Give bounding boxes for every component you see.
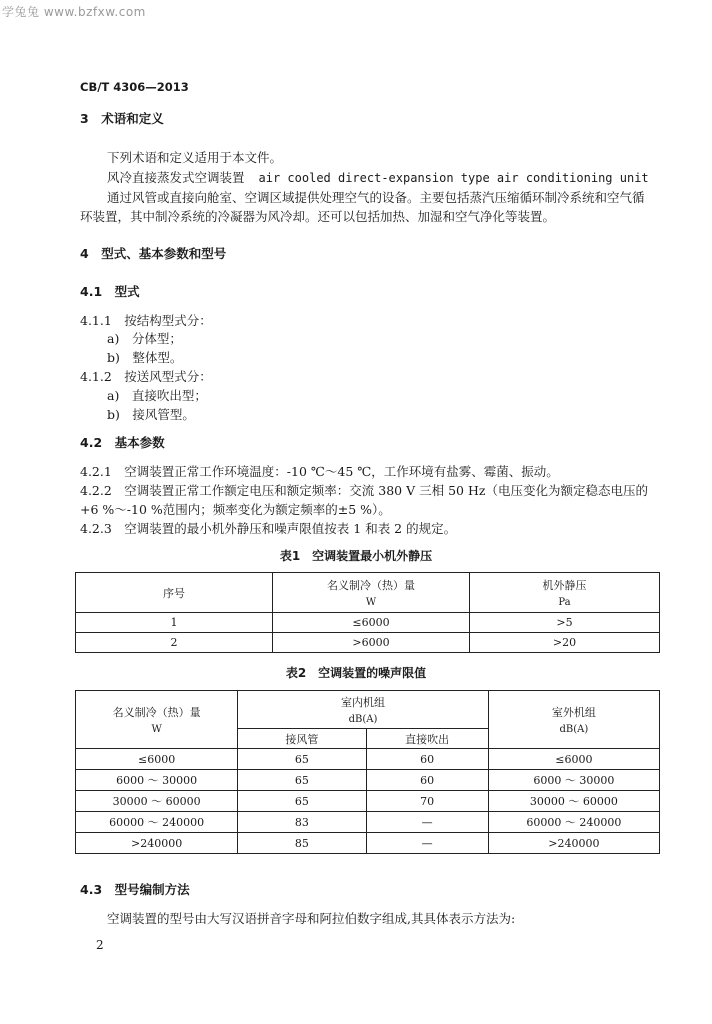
header-outdoor (488, 691, 659, 749)
header-capacity (273, 573, 470, 613)
table-cell: 6000 ～ 30000 (76, 770, 238, 791)
section-3-title: 3 术语和定义 (80, 111, 164, 126)
term-english: air cooled direct-expansion type air conditioning unit (258, 171, 649, 185)
table-cell: >6000 (273, 633, 470, 653)
table-cell: 2 (76, 633, 273, 653)
table-cell: 1 (76, 613, 273, 633)
table-cell: — (366, 812, 488, 833)
table-header-row (76, 691, 660, 729)
table-row (76, 770, 660, 791)
table-cell: 70 (366, 791, 488, 812)
table-cell: >20 (470, 633, 660, 653)
section-4-2-title: 4.2 基本参数 (80, 435, 165, 450)
header-capacity-label: 名义制冷（热）量 (327, 579, 415, 592)
list-item: a) 分体型； (107, 331, 182, 346)
header-capacity-label: 名义制冷（热）量 (112, 706, 201, 719)
table-cell: 85 (238, 833, 366, 854)
table-1 (75, 572, 660, 653)
definition-line-1: 通过风管或直接向舱室、空调区域提供处理空气的设备。主要包括蒸汽压缩循环制冷系统和空气循 (107, 190, 645, 205)
table-1-caption: 表1 空调装置最小机外静压 (279, 549, 433, 563)
list-item: a) 直接吹出型； (107, 388, 207, 403)
header-outdoor-label: 室外机组 (551, 706, 596, 719)
table-cell: 60 (366, 749, 488, 770)
table-cell: 60 (366, 770, 488, 791)
table-row (76, 749, 660, 770)
table-cell: >5 (470, 613, 660, 633)
header-indoor (238, 691, 489, 729)
table-cell: 30000 ～ 60000 (76, 791, 238, 812)
table-cell: 65 (238, 770, 366, 791)
header-capacity-unit: W (151, 724, 162, 735)
header-seq: 序号 (76, 573, 273, 613)
definition-line-2: 环装置，其中制冷系统的冷凝器为风冷却。还可以包括加热、加湿和空气净化等装置。 (80, 209, 556, 224)
table-cell: ≤6000 (76, 749, 238, 770)
header-indoor-label: 室内机组 (341, 696, 386, 709)
header-capacity-unit: W (365, 597, 377, 608)
table-row (76, 812, 660, 833)
table-cell: ≤6000 (273, 613, 470, 633)
section-3-intro: 下列术语和定义适用于本文件。 (107, 150, 283, 165)
table-cell: 60000 ～ 240000 (76, 812, 238, 833)
table-row (76, 633, 660, 653)
header-pressure (470, 573, 660, 613)
clause-4-1-2: 4.1.2 按送风型式分： (80, 369, 212, 384)
section-4-3-text: 空调装置的型号由大写汉语拼音字母和阿拉伯数字组成,其具体表示方法为: (107, 911, 516, 926)
document-header: CB/T 4306—2013 (80, 80, 189, 94)
header-pressure-unit: Pa (558, 597, 571, 608)
table-cell: 60000 ～ 240000 (488, 812, 659, 833)
table-cell: ≤6000 (488, 749, 659, 770)
table-cell: 30000 ～ 60000 (488, 791, 659, 812)
table-cell: 65 (238, 749, 366, 770)
table-cell: 6000 ～ 30000 (488, 770, 659, 791)
list-item: b) 整体型。 (107, 350, 183, 365)
section-4-3-title: 4.3 型号编制方法 (80, 882, 190, 897)
term-chinese: 风冷直接蒸发式空调装置 (107, 170, 245, 185)
table-2-caption: 表2 空调装置的噪声限值 (285, 666, 427, 680)
term-line (107, 168, 649, 186)
table-cell: >240000 (488, 833, 659, 854)
table-cell: 83 (238, 812, 366, 833)
clause-4-2-2-line-1: 4.2.2 空调装置正常工作额定电压和额定频率：交流 380 V 三相 50 Hz（电压变化为额定稳态电压的 (80, 483, 648, 498)
section-4-1-title: 4.1 型式 (80, 284, 140, 299)
clause-4-2-2-line-2: +6 %～-10 %范围内；频率变化为额定频率的±5 %）。 (80, 502, 391, 517)
header-outdoor-unit: dB(A) (559, 724, 589, 735)
section-4-title: 4 型式、基本参数和型号 (80, 246, 227, 261)
table-cell: >240000 (76, 833, 238, 854)
watermark: 学兔兔 www.bzfxw.com (2, 5, 146, 19)
table-2 (75, 690, 660, 854)
table-row (76, 833, 660, 854)
header-indoor-unit: dB(A) (348, 714, 378, 725)
list-item: b) 接风管型。 (107, 407, 195, 422)
table-cell: 65 (238, 791, 366, 812)
table-row (76, 613, 660, 633)
clause-4-1-1: 4.1.1 按结构型式分： (80, 313, 212, 328)
header-capacity (76, 691, 238, 749)
header-direct: 直接吹出 (366, 729, 488, 749)
header-duct: 接风管 (238, 729, 366, 749)
page-number: 2 (96, 938, 104, 952)
header-pressure-label: 机外静压 (542, 579, 587, 592)
table-row (76, 791, 660, 812)
table-cell: — (366, 833, 488, 854)
clause-4-2-3: 4.2.3 空调装置的最小机外静压和噪声限值按表 1 和表 2 的规定。 (80, 521, 457, 536)
table-header-row (76, 573, 660, 613)
clause-4-2-1: 4.2.1 空调装置正常工作环境温度：-10 ℃～45 ℃，工作环境有盐雾、霉菌、振动。 (80, 464, 559, 479)
